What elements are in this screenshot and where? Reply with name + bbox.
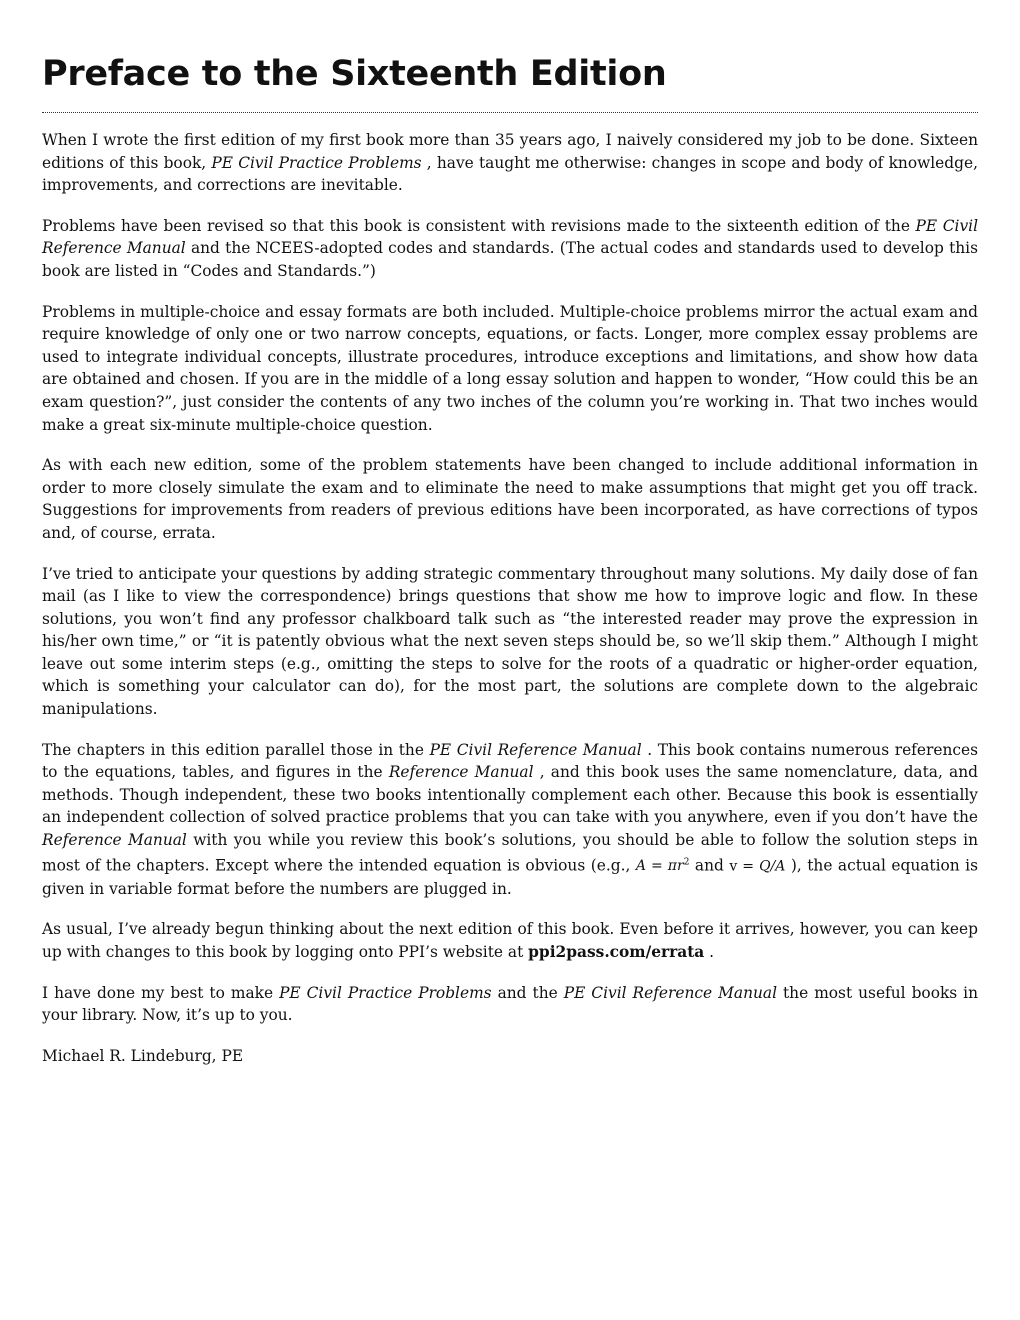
p1-text-c: , have taught me otherwise: changes in scope and body of knowledge, improvements, and corrections are inevitable.: [42, 153, 978, 195]
p2-text-a: Problems have been revised so that this book is consistent with revisions made to the sixteenth edition of the: [42, 216, 916, 235]
eq1-op: =: [645, 858, 668, 875]
author-signature: Michael R. Lindeburg, PE: [42, 1046, 244, 1065]
page-title: Preface to the Sixteenth Edition: [42, 54, 667, 94]
eq2-rhs: Q/A: [759, 858, 786, 875]
paragraph-8: [42, 982, 978, 1027]
errata-link[interactable]: ppi2pass.com/errata: [528, 943, 705, 962]
book-title-reference-manual: PE Civil Reference Manual: [429, 740, 642, 759]
p8-text-c: and the: [491, 983, 564, 1002]
p7-text-b: .: [704, 943, 715, 962]
eq2-lhs: v: [729, 858, 738, 875]
book-title-reference-manual: PE Civil Reference Manual: [563, 983, 777, 1002]
equation-area: [636, 858, 690, 874]
book-title-short-reference-manual: Reference Manual: [388, 763, 534, 782]
paragraph-5: I’ve tried to anticipate your questions by adding strategic commentary throughout many solutions. My daily dose of fan mail (as I like to view the correspondence) brings questions that show me how to improve logic and flow. In these solutions, you won’t find any professor chalkboard talk such as “the interested reader may prove the expression in his/her own time,” or “it is patently obvious what the next seven steps should be, so we’ll skip them.” Although I might leave out some interim steps (e.g., omitting the steps to solve for the roots of a quadratic or higher-order equation, which is something your calculator can do), for the most part, the solutions are complete down to the algebraic manipulations.: [42, 564, 978, 719]
p2-text-c: and the NCEES-adopted codes and standards. (The actual codes and standards used to develop this book are listed in “Codes and Standards.”): [42, 239, 979, 280]
p1-text-a: When I wrote the first edition of my first book more than 35 years ago, I naively considered my job to be done. Sixteen editions of this book,: [42, 131, 978, 172]
dotted-divider: [42, 112, 978, 113]
paragraph-7: [42, 918, 978, 963]
preface-body: [42, 129, 978, 1067]
p8-text-e: the most useful books in your library. Now, it’s up to you.: [42, 983, 979, 1025]
book-title-short-reference-manual: Reference Manual: [42, 831, 187, 850]
paragraph-1: [42, 129, 978, 197]
eq1-exponent: 2: [683, 857, 690, 868]
paragraph-6: [42, 739, 978, 901]
equation-velocity: [729, 858, 785, 874]
book-title-reference-manual: PE Civil Reference Manual: [42, 216, 978, 258]
p6-text-a: The chapters in this edition parallel those in the: [42, 740, 430, 759]
p8-text-a: I have done my best to make: [42, 983, 280, 1002]
eq2-op: =: [737, 858, 760, 875]
p6-text-i: ), the actual equation is given in variable format before the numbers are plugged in.: [42, 856, 979, 898]
p6-text-g: with you while you review this book’s solutions, you should be able to follow the solution steps in most of the chapters. Except where the intended equation is obvious (e.g.,: [42, 831, 979, 875]
eq1-rhs: πr: [667, 858, 684, 875]
p6-text-h: and: [689, 856, 730, 875]
book-title-practice-problems: PE Civil Practice Problems: [211, 153, 422, 172]
paragraph-2: [42, 215, 978, 283]
paragraph-3: Problems in multiple-choice and essay formats are both included. Multiple-choice problems mirror the actual exam and require knowledge of only one or two narrow concepts, equations, or facts. Longer, more complex essay problems are used to integrate individual concepts, illustrate procedures, introduce exceptions and limitations, and show how data are obtained and chosen. If you are in the middle of a long essay solution and happen to wonder, “How could this be an exam question?”, just consider the contents of any two inches of the column you’re working in. That two inches would make a great six-minute multiple-choice question.: [42, 302, 978, 434]
book-title-practice-problems: PE Civil Practice Problems: [279, 983, 492, 1002]
p6-text-e: , and this book uses the same nomenclature, data, and methods. Though independent, these two books intentionally complement each other. Because this book is essentially an independent collection of solved practice problems that you can take with you anywhere, even if you don’t have the: [42, 763, 978, 827]
eq1-lhs: A: [635, 858, 646, 875]
preface-page: [42, 52, 978, 1085]
paragraph-4: As with each new edition, some of the problem statements have been changed to include additional information in order to more closely simulate the exam and to eliminate the need to make assumptions that might get you off track. Suggestions for improvements from readers of previous editions have been incorporated, as have corrections of typos and, of course, errata.: [42, 456, 978, 542]
p6-text-c: . This book contains numerous references to the equations, tables, and figures in the: [42, 740, 978, 782]
p7-text-a: As usual, I’ve already begun thinking about the next edition of this book. Even before it arrives, however, you can keep up with changes to this book by logging onto PPI’s website at: [42, 920, 978, 962]
